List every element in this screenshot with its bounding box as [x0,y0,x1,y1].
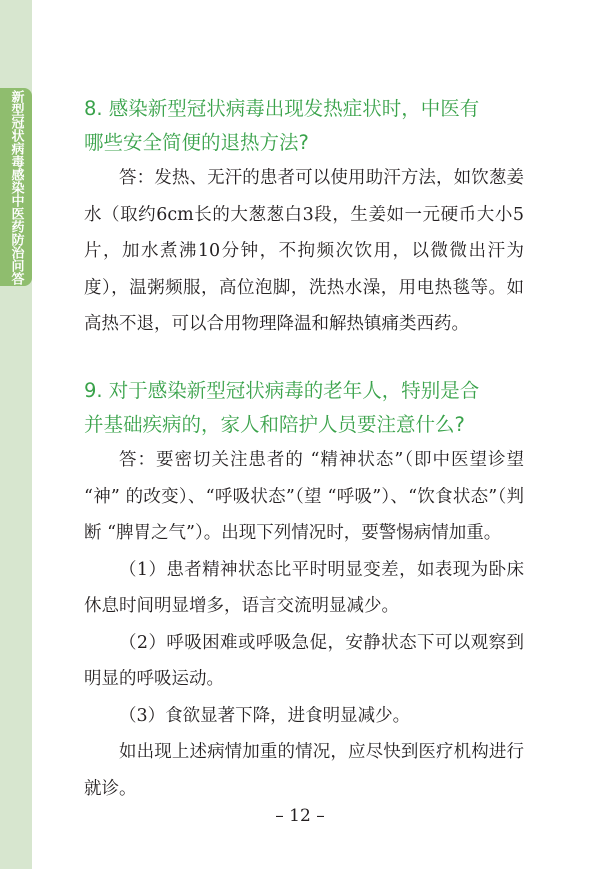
section-8-answer: 答：发热、无汗的患者可以使用助汗方法，如饮葱姜水（取约6cm长的大葱葱白3段，生姜如一元硬币大小5片，加水煮沸10分钟，不拘频次饮用，以微微出汗为度），温粥频服，高位泡脚，洗热水澡，用电热毯等。如高热不退，可以合用物理降温和解热镇痛类西药。 [84,168,524,334]
section-9-item-1: （1）患者精神状态比平时明显变差，如表现为卧床休息时间明显增多，语言交流明显减少。 [84,559,524,616]
section-9-title-line-2: 并基础疾病的，家人和陪护人员要注意什么? [84,413,465,436]
section-9-title-line-1: 9. 对于感染新型冠状病毒的老年人，特别是合 [84,379,480,402]
section-8-title-line-2: 哪些安全简便的退热方法? [84,131,309,154]
sidebar-tab [0,88,32,286]
section-9-item-3: （3）食欲显著下降，进食明显减少。 [119,705,411,726]
section-9-answer: 答：要密切关注患者的 “精神状态”（即中医望诊望 “神” 的改变）、“呼吸状态”（望 “呼吸”）、“饮食状态”（判断 “脾胃之气”）。出现下列情况时，要警惕病情加重。 [84,450,524,543]
section-9-conclusion: 如出现上述病情加重的情况，应尽快到医疗机构进行就诊。 [84,742,524,799]
page-number: – 12 – [275,806,325,826]
section-9-item-2: （2）呼吸困难或呼吸急促，安静状态下可以观察到明显的呼吸运动。 [84,632,524,689]
sidebar-tab-text: 新型冠状病毒感染中医药防治问答 [8,89,24,285]
section-8-title-line-1: 8. 感染新型冠状病毒出现发热症状时，中医有 [84,97,480,120]
section-9 [84,374,524,807]
section-8 [84,92,524,343]
